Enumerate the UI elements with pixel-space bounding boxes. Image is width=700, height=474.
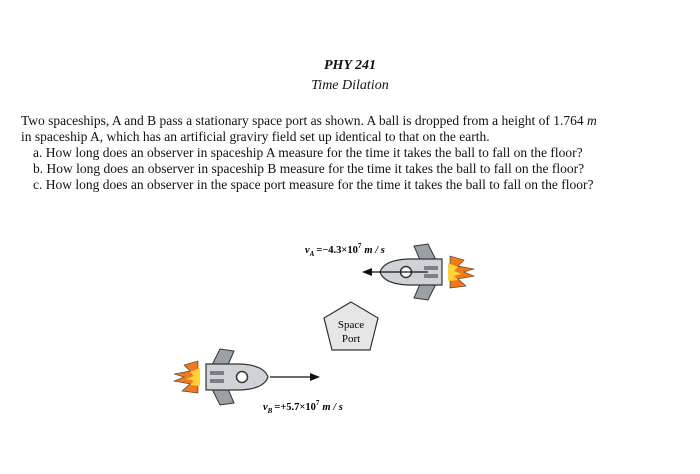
velocity-label-b: $v_B =+5.7\times 10^7$ m / s — [263, 399, 343, 415]
topic-subtitle: Time Dilation — [311, 78, 389, 93]
porthole — [237, 372, 248, 383]
exhaust-stripe-1 — [210, 371, 224, 375]
intro-text: Two spaceships, A and B pass a stationary space port as shown. A ball is dropped from a height of 1.764 — [21, 113, 584, 128]
space-port — [324, 302, 378, 350]
course-title: PHY 241 — [324, 58, 376, 73]
intro-unit: m — [586, 113, 597, 128]
top-fin — [414, 244, 436, 260]
velocity-label-a: $v_A =-4.3\times 10^7$ m / s — [305, 242, 385, 258]
spaceship-b — [174, 349, 268, 405]
velocity-arrow-b — [270, 373, 320, 381]
space-port-label-line2: Port — [341, 333, 361, 345]
exhaust-stripe-2 — [424, 274, 438, 278]
space-port-label-line1: Space — [337, 319, 365, 331]
bottom-fin — [414, 284, 436, 300]
intro-line-2: in spaceship A, which has an artificial graviry field set up identical to that on the earth. — [21, 129, 490, 144]
bottom-fin — [212, 389, 234, 405]
question-b: b. How long does an observer in spaceship B measure for the time it takes the ball to fall on the floor? — [33, 161, 585, 176]
question-a: a. How long does an observer in spaceship A measure for the time it takes the ball to fall on the floor? — [33, 145, 583, 160]
exhaust-stripe-2 — [210, 379, 224, 383]
top-fin — [212, 349, 234, 365]
exhaust-stripe-1 — [424, 266, 438, 270]
question-c: c. How long does an observer in the space port measure for the time it takes the ball to fall on the floor? — [33, 177, 594, 192]
